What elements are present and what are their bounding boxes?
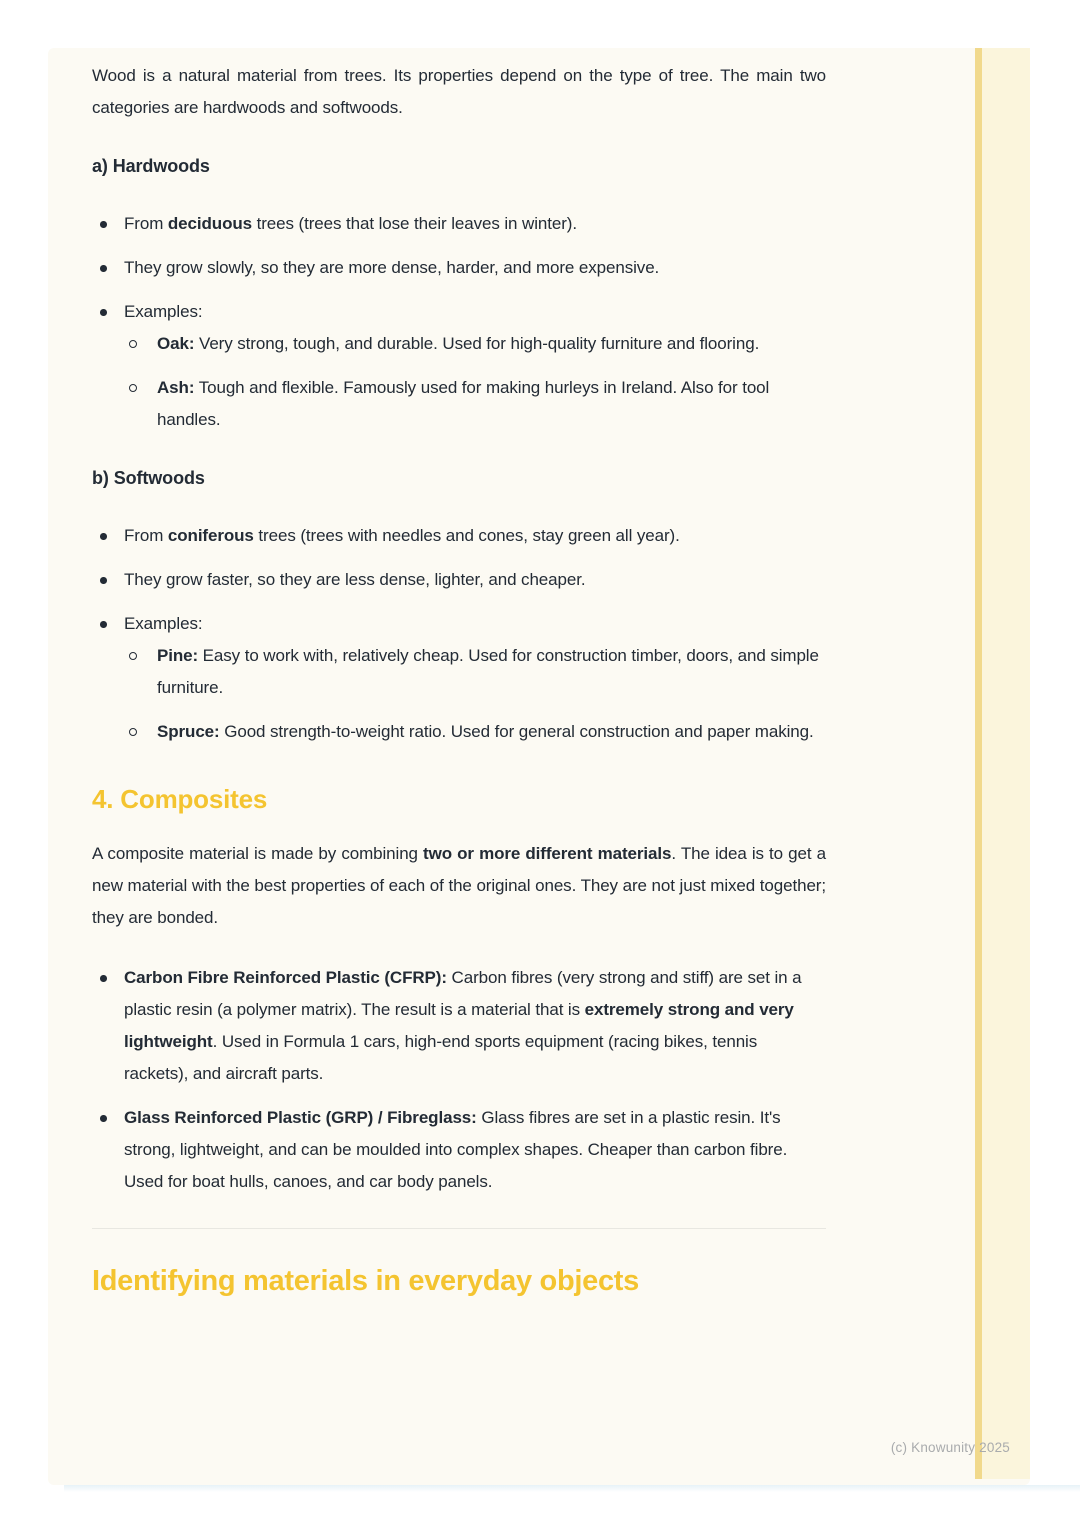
list-item: [92, 520, 826, 564]
disc-bullet-icon: [92, 1102, 124, 1134]
list-item-text: [124, 208, 826, 240]
list-item-text: [124, 520, 826, 552]
bold-text: two or more different materials: [423, 844, 672, 863]
text-run: Very strong, tough, and durable. Used for high-quality furniture and flooring.: [194, 334, 760, 353]
bullet-list: [92, 520, 826, 748]
text-run: Good strength-to-weight ratio. Used for general construction and paper making.: [219, 722, 814, 741]
list-item-text: [124, 296, 826, 328]
list-item: [125, 640, 826, 716]
circle-bullet-icon: [125, 372, 157, 404]
sub-bullet-list: [92, 640, 826, 748]
bold-text: 4. Composites: [92, 784, 268, 814]
bold-text: Spruce:: [157, 722, 220, 741]
circle-bullet-icon: [125, 716, 157, 748]
text-run: trees (trees with needles and cones, stay green all year).: [253, 526, 680, 545]
list-item-text: [157, 716, 826, 748]
paragraph: [92, 60, 826, 124]
paragraph: [92, 838, 826, 934]
page-title: [92, 1229, 826, 1301]
list-item: [92, 962, 826, 1102]
bold-text: a) Hardwoods: [92, 156, 210, 176]
bold-text: Oak:: [157, 334, 195, 353]
bold-text: Ash:: [157, 378, 195, 397]
text-run: A composite material is made by combining: [92, 844, 424, 863]
text-run: Examples:: [124, 614, 203, 633]
sub-bullet-list: [92, 328, 826, 436]
text-run: Easy to work with, relatively cheap. Used for construction timber, doors, and simple furniture.: [157, 646, 819, 697]
text-run: They grow slowly, so they are more dense, harder, and more expensive.: [124, 258, 660, 277]
text-run: Carbon fibres (very strong and stiff) are set in a plastic resin (a polymer matrix). The result is a material that is: [124, 968, 802, 1019]
card-bottom-shadow: [64, 1485, 1080, 1492]
list-item: [92, 608, 826, 640]
list-item: [92, 564, 826, 608]
document-card: [48, 48, 1030, 1485]
list-item-text: [124, 252, 826, 284]
bold-text: deciduous: [167, 214, 252, 233]
list-item: [125, 372, 826, 436]
circle-bullet-icon: [125, 640, 157, 672]
list-item: [125, 328, 826, 372]
list-item: [92, 252, 826, 296]
bold-text: Carbon Fibre Reinforced Plastic (CFRP):: [124, 968, 447, 987]
bold-text: Identifying materials in everyday objects: [92, 1265, 639, 1297]
list-item-text: [124, 1102, 826, 1198]
disc-bullet-icon: [92, 564, 124, 596]
list-item: [92, 208, 826, 252]
disc-bullet-icon: [92, 208, 124, 240]
bold-text: b) Softwoods: [92, 468, 205, 488]
right-accent-stripe-line: [975, 48, 982, 1479]
list-item-text: [157, 640, 826, 704]
bold-text: Glass Reinforced Plastic (GRP) / Fibreglass:: [124, 1108, 477, 1127]
document-body: [48, 48, 826, 1301]
list-item-text: [124, 564, 826, 596]
text-run: Glass fibres are set in a plastic resin. It's strong, lightweight, and can be moulded into complex shapes. Cheaper than carbon fibre. Used for boat hulls, canoes, and car body panels.: [124, 1108, 788, 1191]
right-accent-stripe-panel: [982, 48, 1030, 1479]
list-item-text: [157, 372, 826, 436]
subsection-heading: [92, 124, 826, 208]
bold-text: extremely strong and very lightweight: [124, 1000, 794, 1051]
text-run: Wood is a natural material from trees. Its properties depend on the type of tree. The main two categories are hardwoods and softwoods.: [92, 66, 826, 117]
list-item-text: [124, 608, 826, 640]
disc-bullet-icon: [92, 296, 124, 328]
disc-bullet-icon: [92, 962, 124, 994]
disc-bullet-icon: [92, 252, 124, 284]
bold-text: Pine:: [157, 646, 199, 665]
text-run: They grow faster, so they are less dense, lighter, and cheaper.: [124, 570, 586, 589]
disc-bullet-icon: [92, 608, 124, 640]
text-run: . The idea is to get a new material with the best properties of each of the original ones. They are not just mixed together; they are bonded.: [92, 844, 826, 927]
list-item: [125, 716, 826, 748]
section-heading: [92, 748, 826, 838]
list-item: [92, 296, 826, 328]
list-item: [92, 1102, 826, 1198]
text-run: trees (trees that lose their leaves in winter).: [252, 214, 577, 233]
disc-bullet-icon: [92, 520, 124, 552]
text-run: From: [124, 526, 168, 545]
bullet-list: [92, 208, 826, 436]
text-run: . Used in Formula 1 cars, high-end sports equipment (racing bikes, tennis rackets), and aircraft parts.: [124, 1032, 758, 1083]
bold-text: coniferous: [167, 526, 254, 545]
bullet-list: [92, 934, 826, 1198]
text-run: Tough and flexible. Famously used for making hurleys in Ireland. Also for tool handles.: [157, 378, 770, 429]
list-item-text: [124, 962, 826, 1090]
subsection-heading: [92, 436, 826, 520]
text-run: From: [124, 214, 168, 233]
list-item-text: [157, 328, 826, 360]
copyright-watermark: (c) Knowunity 2025: [890, 1440, 1010, 1455]
circle-bullet-icon: [125, 328, 157, 360]
text-run: Examples:: [124, 302, 203, 321]
